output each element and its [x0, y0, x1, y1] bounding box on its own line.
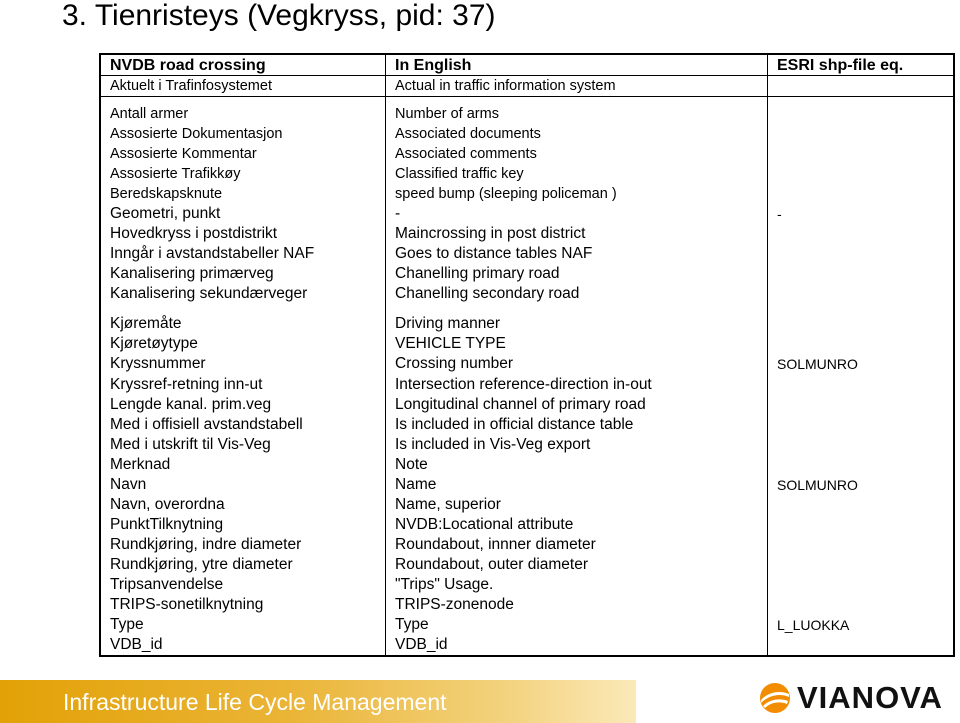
cell-english: speed bump (sleeping policeman ) — [395, 186, 617, 202]
cell-english: Number of arms — [395, 106, 499, 122]
cell-english: VEHICLE TYPE — [395, 335, 506, 352]
table-row — [101, 375, 953, 395]
cell-english: Classified traffic key — [395, 166, 524, 182]
table-row — [101, 144, 953, 164]
cell-nvdb: Assosierte Dokumentasjon — [110, 126, 283, 142]
cell-english: Note — [395, 456, 428, 473]
table-row — [101, 595, 953, 615]
footer-banner-text: Infrastructure Life Cycle Management — [63, 689, 447, 715]
attribute-table — [99, 53, 955, 657]
cell-nvdb: Kjøretøytype — [110, 335, 198, 352]
cell-nvdb: Type — [110, 616, 144, 633]
table-row — [101, 354, 953, 374]
vianova-logo — [758, 680, 943, 716]
cell-nvdb: Kanalisering primærveg — [110, 265, 274, 282]
cell-english: Name — [395, 476, 437, 493]
cell-english: Actual in traffic information system — [395, 78, 616, 94]
cell-english: Roundabout, innner diameter — [395, 536, 596, 553]
cell-nvdb: Antall armer — [110, 106, 189, 122]
row-divider — [101, 96, 953, 97]
cell-english: Driving manner — [395, 315, 501, 332]
cell-nvdb: Assosierte Kommentar — [110, 146, 257, 162]
cell-english: TRIPS-zonenode — [395, 596, 514, 613]
cell-nvdb: Merknad — [110, 456, 171, 473]
cell-nvdb: Rundkjøring, indre diameter — [110, 536, 302, 553]
cell-english: - — [395, 205, 401, 222]
cell-nvdb: Inngår i avstandstabeller NAF — [110, 245, 315, 262]
table-row — [101, 104, 953, 124]
cell-english: Intersection reference-direction in-out — [395, 376, 652, 393]
cell-nvdb: Navn, overordna — [110, 496, 225, 513]
cell-nvdb: Rundkjøring, ytre diameter — [110, 556, 293, 573]
vianova-logo-text: VIANOVA — [797, 680, 943, 715]
cell-english: Associated comments — [395, 146, 537, 162]
table-row — [101, 515, 953, 535]
cell-nvdb: Tripsanvendelse — [110, 576, 224, 593]
cell-nvdb: Assosierte Trafikkøy — [110, 166, 241, 182]
cell-english: "Trips" Usage. — [395, 576, 494, 593]
cell-english: Is included in Vis-Veg export — [395, 436, 591, 453]
cell-nvdb: Navn — [110, 476, 147, 493]
cell-nvdb: Hovedkryss i postdistrikt — [110, 225, 278, 242]
table-row — [101, 76, 953, 96]
cell-english: Longitudinal channel of primary road — [395, 396, 646, 413]
cell-esri: SOLMUNRO — [777, 477, 858, 493]
table-row — [101, 164, 953, 184]
vianova-logo-mark-icon — [758, 681, 792, 715]
table-row — [101, 204, 953, 224]
cell-nvdb: VDB_id — [110, 636, 163, 653]
cell-english: Goes to distance tables NAF — [395, 245, 593, 262]
table-row — [101, 184, 953, 204]
cell-nvdb: Geometri, punkt — [110, 205, 221, 222]
cell-esri: - — [777, 206, 782, 222]
table-row — [101, 124, 953, 144]
cell-english: Name, superior — [395, 496, 501, 513]
table-row — [101, 475, 953, 495]
table-row — [101, 435, 953, 455]
table-row — [101, 264, 953, 284]
cell-nvdb: Kryssref-retning inn-ut — [110, 376, 263, 393]
table-row — [101, 314, 953, 334]
header-esri: ESRI shp-file eq. — [777, 57, 904, 74]
table-row — [101, 555, 953, 575]
header-english: In English — [395, 57, 472, 74]
table-row — [101, 224, 953, 244]
cell-english: Is included in official distance table — [395, 416, 634, 433]
table-row — [101, 334, 953, 354]
cell-nvdb: Aktuelt i Trafinfosystemet — [110, 78, 272, 94]
cell-nvdb: Kryssnummer — [110, 355, 206, 372]
table-row — [101, 535, 953, 555]
cell-esri: L_LUOKKA — [777, 617, 850, 633]
cell-esri: SOLMUNRO — [777, 356, 858, 372]
cell-nvdb: Beredskapsknute — [110, 186, 223, 202]
table-row — [101, 635, 953, 655]
cell-nvdb: TRIPS-sonetilknytning — [110, 596, 264, 613]
header-nvdb: NVDB road crossing — [110, 57, 266, 74]
cell-english: Roundabout, outer diameter — [395, 556, 589, 573]
cell-english: Chanelling primary road — [395, 265, 560, 282]
cell-nvdb: PunktTilknytning — [110, 516, 224, 533]
table-row — [101, 415, 953, 435]
cell-english: Associated documents — [395, 126, 541, 142]
table-row — [101, 455, 953, 475]
page-title: 3. Tienristeys (Vegkryss, pid: 37) — [62, 0, 496, 32]
table-row — [101, 284, 953, 304]
cell-english: Maincrossing in post district — [395, 225, 586, 242]
table-row — [101, 615, 953, 635]
table-row — [101, 575, 953, 595]
cell-english: VDB_id — [395, 636, 448, 653]
cell-nvdb: Med i offisiell avstandstabell — [110, 416, 303, 433]
cell-english: Chanelling secondary road — [395, 285, 580, 302]
cell-english: Type — [395, 616, 429, 633]
cell-nvdb: Kjøremåte — [110, 315, 182, 332]
table-row — [101, 395, 953, 415]
cell-nvdb: Med i utskrift til Vis-Veg — [110, 436, 271, 453]
cell-english: Crossing number — [395, 355, 514, 372]
cell-english: NVDB:Locational attribute — [395, 516, 574, 533]
table-row — [101, 244, 953, 264]
cell-nvdb: Lengde kanal. prim.veg — [110, 396, 272, 413]
cell-nvdb: Kanalisering sekundærveger — [110, 285, 308, 302]
table-row — [101, 495, 953, 515]
